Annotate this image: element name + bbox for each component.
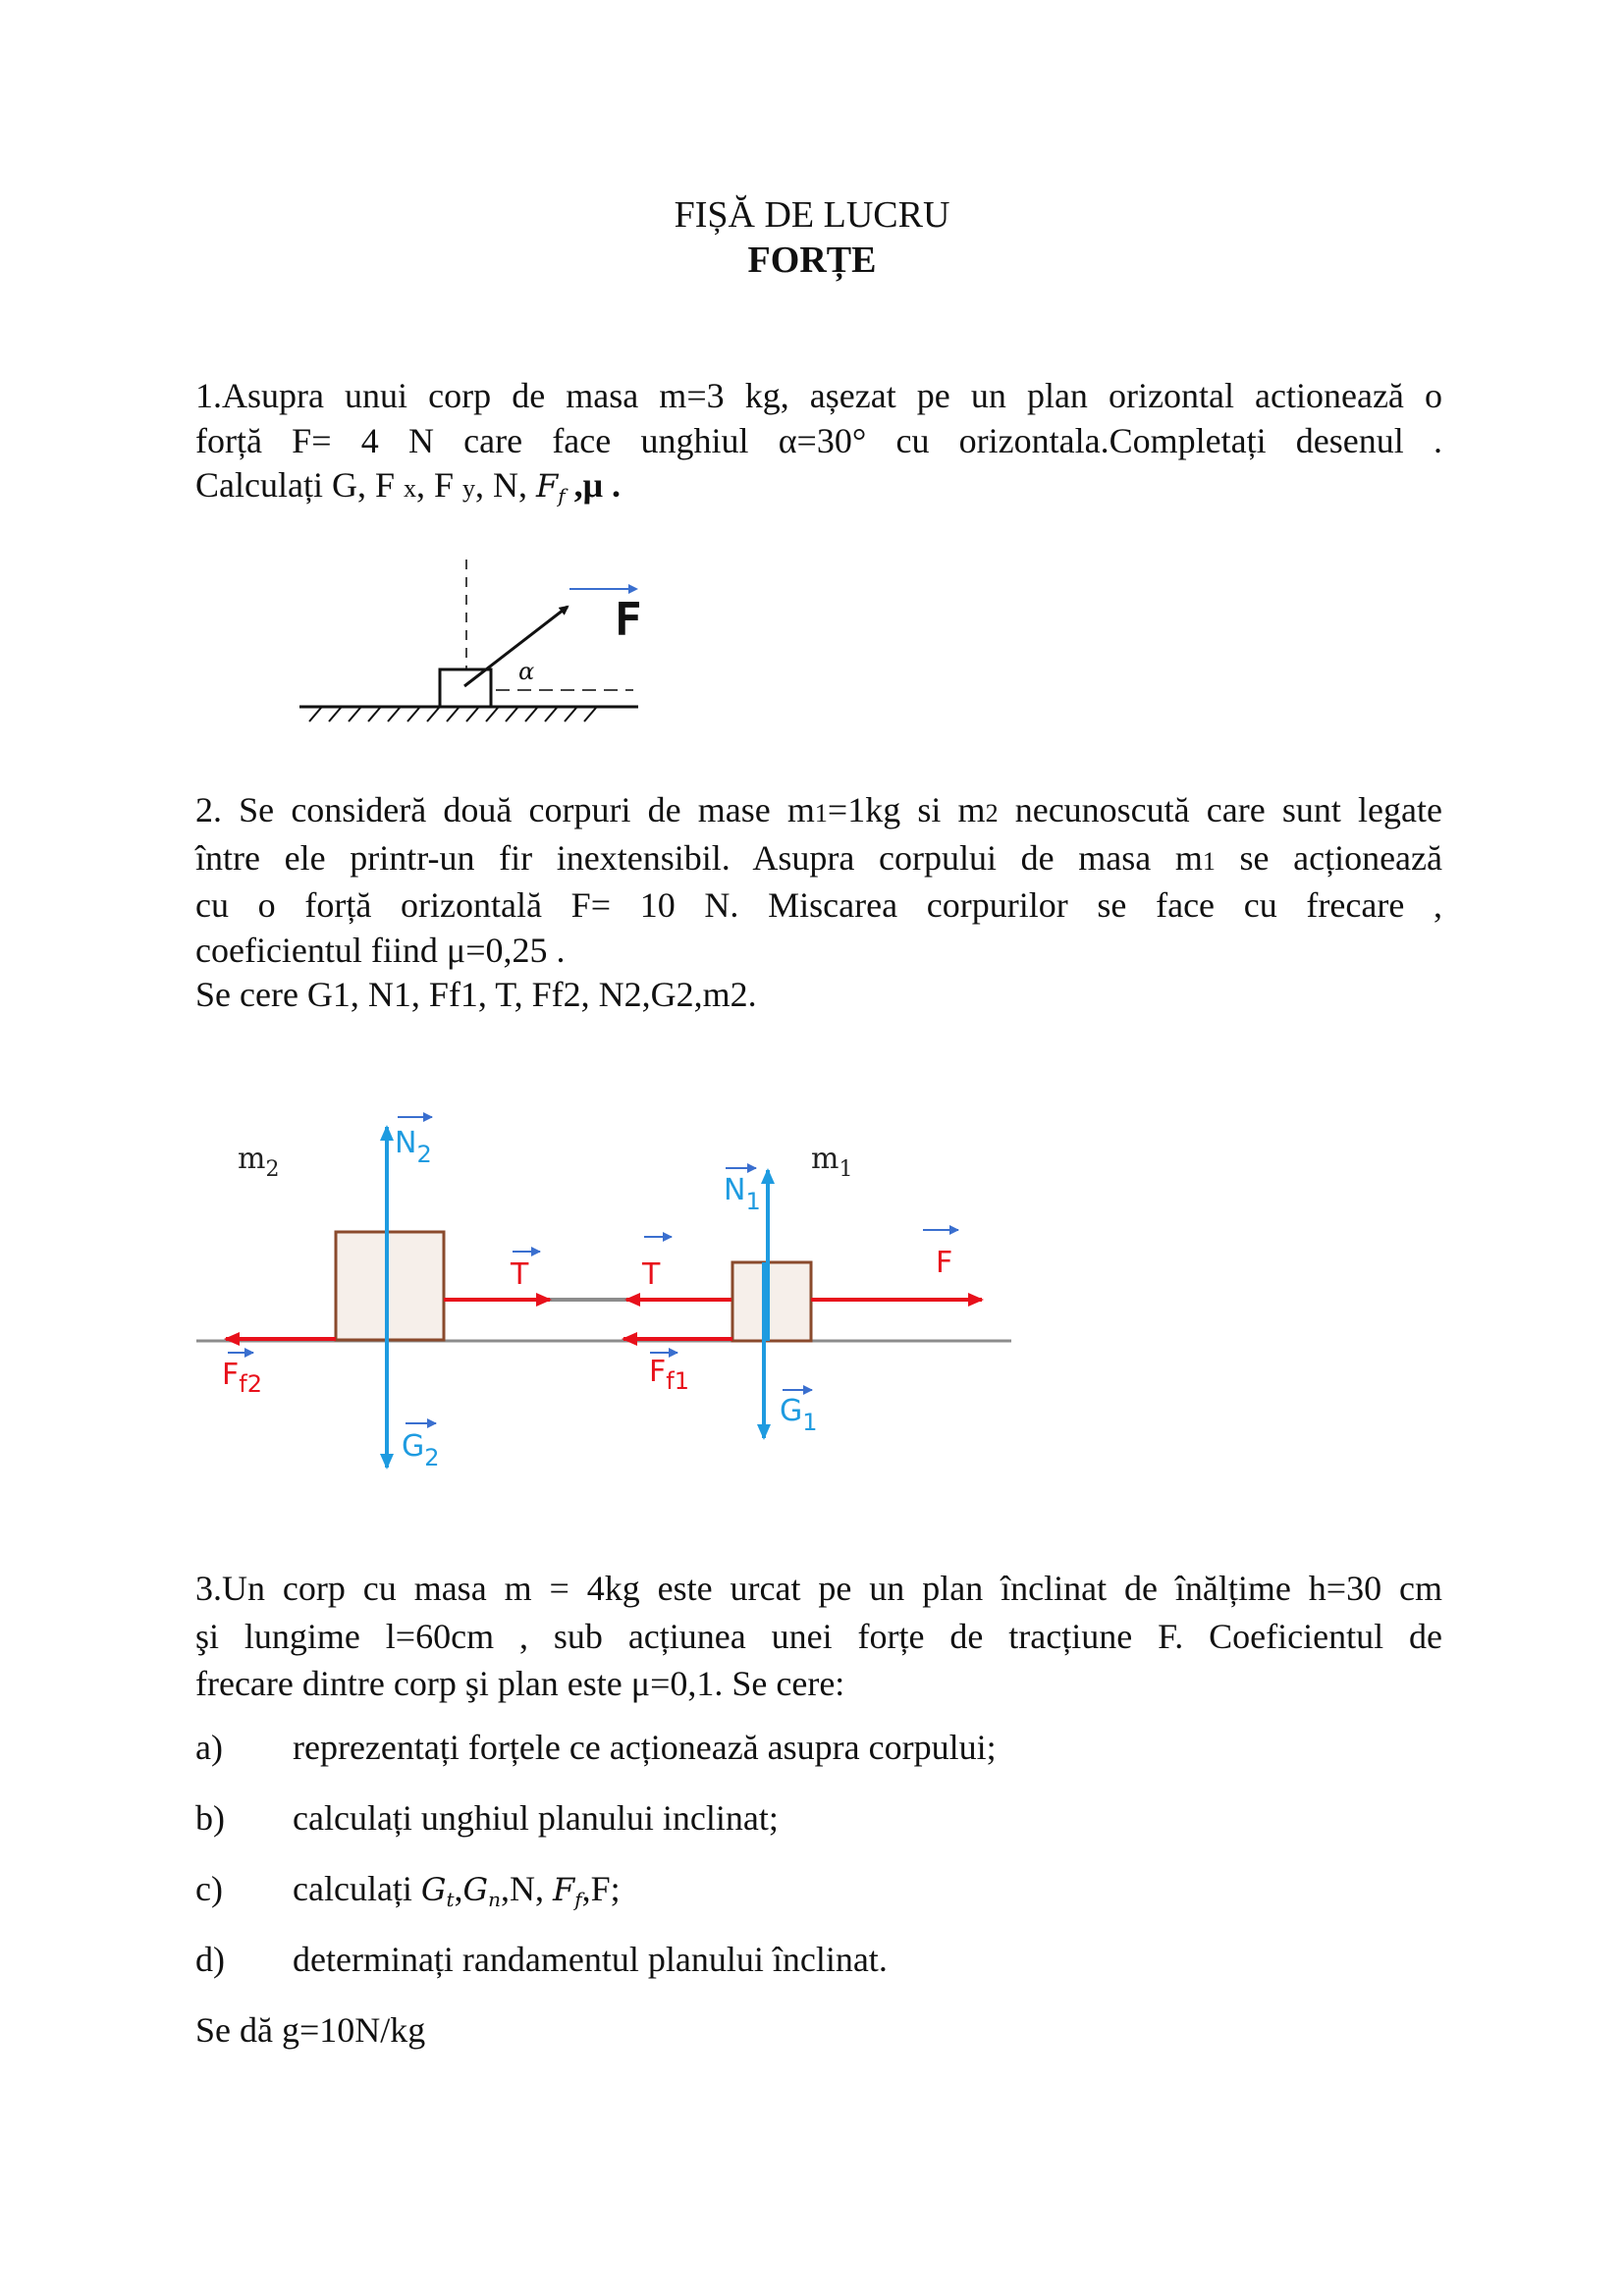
problem-2-line-2: între ele printr-un fir inextensibil. Asupra corpului de masa m1 se acționează <box>195 837 1442 878</box>
problem-3-line-1: 3.Un corp cu masa m = 4kg este urcat pe un plan înclinat de înălțime h=30 cm <box>195 1569 1442 1608</box>
problem-1-line-2: forță F= 4 N care face unghiul α=30° cu orizontala.Completați desenul . <box>195 420 1442 460</box>
block-m2 <box>336 1232 444 1340</box>
label-N1: $N_1$ <box>724 1173 761 1215</box>
label-m1: $m_1$ <box>811 1142 853 1182</box>
worksheet-subtitle: FORȚE <box>747 240 877 281</box>
alpha-label: α <box>518 658 535 685</box>
ground-line <box>299 707 638 721</box>
label-T-right: T <box>511 1257 529 1292</box>
label-G1: $G_1$ <box>780 1394 818 1436</box>
label-m2: $m_2$ <box>238 1142 280 1182</box>
body-block <box>440 669 491 707</box>
force-arrow <box>464 607 568 686</box>
problem-1-line-3: Calculați G, F x, F y, N, Ff ,μ . <box>195 465 622 507</box>
problem-2-line-1: 2. Se consideră două corpuri de mase m1=1kg si m2 necunoscută care sunt legate <box>195 790 1442 829</box>
force-label: F <box>615 593 642 646</box>
label-F: F <box>936 1246 953 1280</box>
label-Ff2: $F_{f2}$ <box>222 1358 262 1398</box>
problem-1-text <box>195 374 1442 519</box>
problem-3-line-3: frecare dintre corp şi plan este μ=0,1. Se cere: <box>195 1664 845 1703</box>
problem-2-line-5: Se cere G1, N1, Ff1, T, Ff2, N2,G2,m2. <box>195 975 757 1014</box>
worksheet-title: FIȘĂ DE LUCRU <box>674 194 950 236</box>
problem-2-text <box>195 788 1442 1018</box>
problem-2-line-4: coeficientul fiind μ=0,25 . <box>195 930 566 970</box>
problem-1-line-1: 1.Asupra unui corp de masa m=3 kg, așezat pe un plan orizontal actionează o <box>195 376 1442 415</box>
label-N2: $N_2$ <box>395 1126 432 1168</box>
problem-3-text <box>195 1565 1442 1708</box>
block-m1 <box>732 1262 811 1341</box>
label-G2: $G_2$ <box>402 1429 440 1471</box>
problem-2-line-3: cu o forță orizontală F= 10 N. Miscarea corpurilor se face cu frecare , <box>195 885 1442 925</box>
label-T-left: T <box>642 1257 661 1292</box>
label-Ff1: $F_{f1}$ <box>649 1355 689 1395</box>
figure-two-bodies <box>187 1090 1021 1482</box>
problem-3-line-2: şi lungime l=60cm , sub acțiunea unei forțe de tracțiune F. Coeficientul de <box>195 1616 1442 1656</box>
worksheet-page: FIȘĂ DE LUCRU FORȚE 1.Asupra unui corp de masa m=3 kg, așezat pe un plan orizontal actionează o forță F= 4 N care face unghiul α=30° cu orizontala.Completați desenul . Calculați G, F x, F y, N, Ff ,μ . α F 2. Se consideră două corpuri de mase m1=1kg si m2 necunoscută care sunt legate între ele printr-un fir inextensibil. Asupra corpului de masa m1 se acționează cu o forță orizontală F= 10 N. Miscarea corpurilor se face cu frecare , coeficientul fiind μ=0,25 . Se cere G1, N1, Ff1, T, Ff2, N2,G2,m2. $m_2$ $m_1$ $N_2$ $N_1$ $G_2$ $G_1$ T T F $F_{f2}$ $F_{f1}$ 3.Un corp cu masa m = 4kg este urcat pe un plan înclinat de înălțime h=30 cm şi lungime l=60cm , sub acțiunea unei forțe de tracțiune F. Coeficientul de frecare dintre corp şi plan este μ=0,1. Se cere: a) reprezentați forțele ce acționează asupra corpului; b) calculați unghiul planului inclinat; c) calculați Gt,Gn,N, Ff,F; d) determinați randamentul planului înclinat. Se dă g=10N/kg <box>0 0 1624 2296</box>
figure-inclined-force <box>285 550 648 726</box>
